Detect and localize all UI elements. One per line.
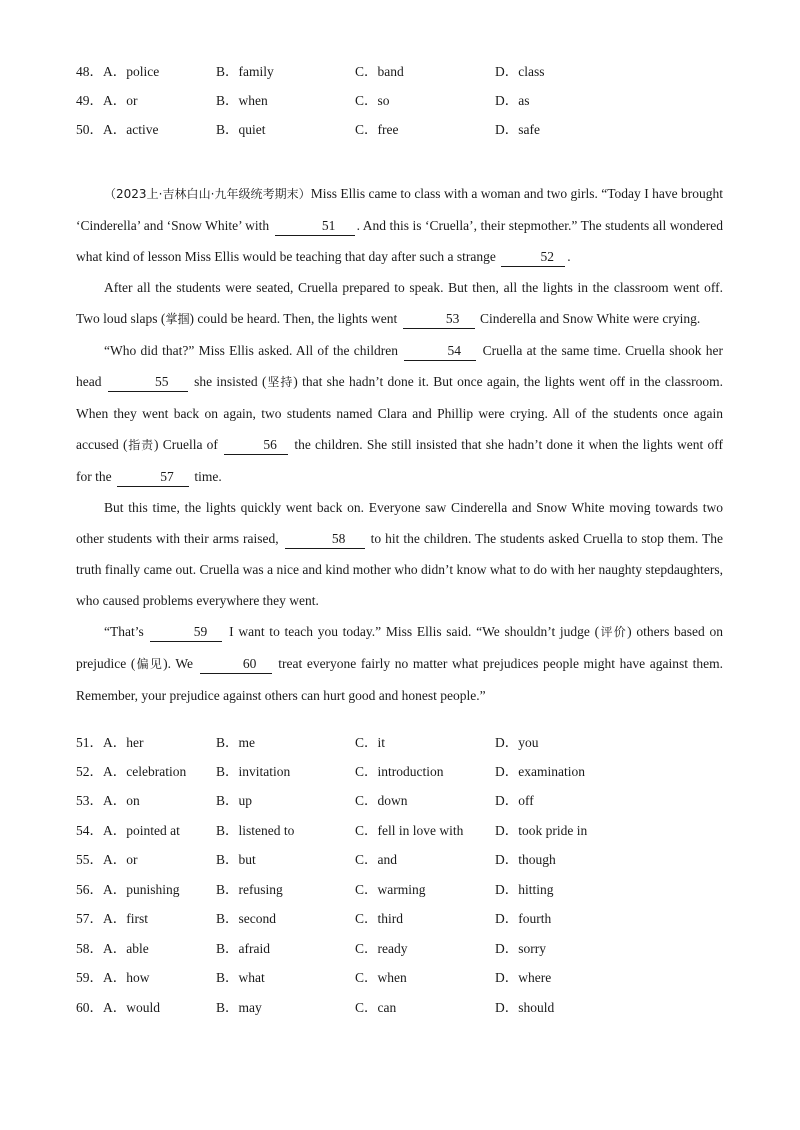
- paragraph-1: （2023上·吉林白山·九年级统考期末）Miss Ellis came to class with a woman and two girls. “Today I have brought ‘Cinderella’ and ‘Snow White’ with 51 . And this is ‘Cruella’, their stepmother.” The students all wondered what kind of lesson Miss Ellis would be teaching that day after such a strange 52 .: [76, 178, 723, 272]
- blank-59: 59: [150, 623, 222, 642]
- option-b: B．me: [216, 735, 255, 750]
- option-c: C．down: [355, 793, 408, 808]
- option-d: D．though: [495, 852, 556, 867]
- option-b: B．refusing: [216, 882, 283, 897]
- paragraph-3: “Who did that?” Miss Ellis asked. All of the children 54 Cruella at the same time. Cruella shook her head 55 she insisted (坚持) that she hadn’t done it. But once again, the lights went off in the classroom. When they went back on again, two students named Clara and Phillip were crying. All of the students once again accused (指责) Cruella of 56 the children. She still insisted that she hadn’t done it when the lights went off for the 57 time.: [76, 335, 723, 492]
- option-d: D．fourth: [495, 911, 552, 926]
- blank-54: 54: [404, 342, 476, 361]
- blank-52: 52: [501, 248, 565, 267]
- option-d: D．should: [495, 1000, 555, 1015]
- option-d: D．off: [495, 793, 534, 808]
- blank-56: 56: [224, 436, 288, 455]
- option-a: 51．A．her: [76, 735, 144, 750]
- option-c: C．it: [355, 735, 386, 750]
- paragraph-4: But this time, the lights quickly went back on. Everyone saw Cinderella and Snow White moving towards two other students with their arms raised, 58 to hit the children. The students asked Cruella to stop them. The truth finally came out. Cruella was a nice and kind mother who didn’t know what to do with her naughty stepdaughters, who caused problems everywhere they went.: [76, 500, 723, 608]
- option-a: 59．A．how: [76, 970, 150, 985]
- paragraph-5: “That’s 59 I want to teach you today.” Miss Ellis said. “We shouldn’t judge (评价) others based on prejudice (偏见). We 60 treat everyone fairly no matter what prejudices people might have against them. Remember, your prejudice against others can hurt good and honest people.”: [76, 624, 724, 703]
- option-b: B．up: [216, 793, 253, 808]
- option-c: C．so: [355, 93, 390, 108]
- option-a: 60．A．would: [76, 1000, 160, 1015]
- option-b: B．invitation: [216, 764, 291, 779]
- option-a: 53．A．on: [76, 793, 140, 808]
- option-d: D．examination: [495, 764, 585, 779]
- option-d: D．hitting: [495, 882, 554, 897]
- option-c: C．ready: [355, 941, 408, 956]
- blank-57: 57: [117, 468, 189, 487]
- option-c: C．and: [355, 852, 397, 867]
- option-a: 48．A．police: [76, 64, 160, 79]
- option-c: C．fell in love with: [355, 823, 464, 838]
- option-b: B．family: [216, 64, 274, 79]
- blank-60: 60: [200, 655, 272, 674]
- option-a: 56．A．punishing: [76, 882, 180, 897]
- option-d: D．where: [495, 970, 552, 985]
- option-b: B．but: [216, 852, 256, 867]
- option-c: C．band: [355, 64, 404, 79]
- option-d: D．you: [495, 735, 539, 750]
- paragraph-2: After all the students were seated, Cruella prepared to speak. But then, all the lights in the classroom went off. Two loud slaps (掌掴) could be heard. Then, the lights went 53 Cinderella and Snow White were crying.: [76, 272, 723, 335]
- option-b: B．quiet: [216, 122, 266, 137]
- option-a: 58．A．able: [76, 941, 149, 956]
- option-d: D．sorry: [495, 941, 546, 956]
- option-d: D．took pride in: [495, 823, 588, 838]
- blank-51: 51: [275, 217, 355, 236]
- option-b: B．afraid: [216, 941, 270, 956]
- option-b: B．listened to: [216, 823, 295, 838]
- blank-55: 55: [108, 373, 188, 392]
- option-a: 54．A．pointed at: [76, 823, 180, 838]
- option-c: C．can: [355, 1000, 397, 1015]
- option-b: B．second: [216, 911, 276, 926]
- option-a: 55．A．or: [76, 852, 138, 867]
- option-a: 49．A．or: [76, 93, 138, 108]
- option-c: C．introduction: [355, 764, 444, 779]
- option-c: C．warming: [355, 882, 426, 897]
- source-label: （2023上·吉林白山·九年级统考期末）: [104, 187, 311, 201]
- option-b: B．what: [216, 970, 265, 985]
- option-c: C．free: [355, 122, 399, 137]
- option-b: B．when: [216, 93, 268, 108]
- option-c: C．third: [355, 911, 404, 926]
- blank-53: 53: [403, 310, 475, 329]
- option-b: B．may: [216, 1000, 262, 1015]
- option-a: 52．A．celebration: [76, 764, 187, 779]
- option-c: C．when: [355, 970, 407, 985]
- option-a: 57．A．first: [76, 911, 148, 926]
- option-d: D．safe: [495, 122, 540, 137]
- blank-58: 58: [285, 530, 365, 549]
- option-d: D．class: [495, 64, 545, 79]
- option-d: D．as: [495, 93, 530, 108]
- option-a: 50．A．active: [76, 122, 159, 137]
- cloze-passage: [76, 178, 723, 711]
